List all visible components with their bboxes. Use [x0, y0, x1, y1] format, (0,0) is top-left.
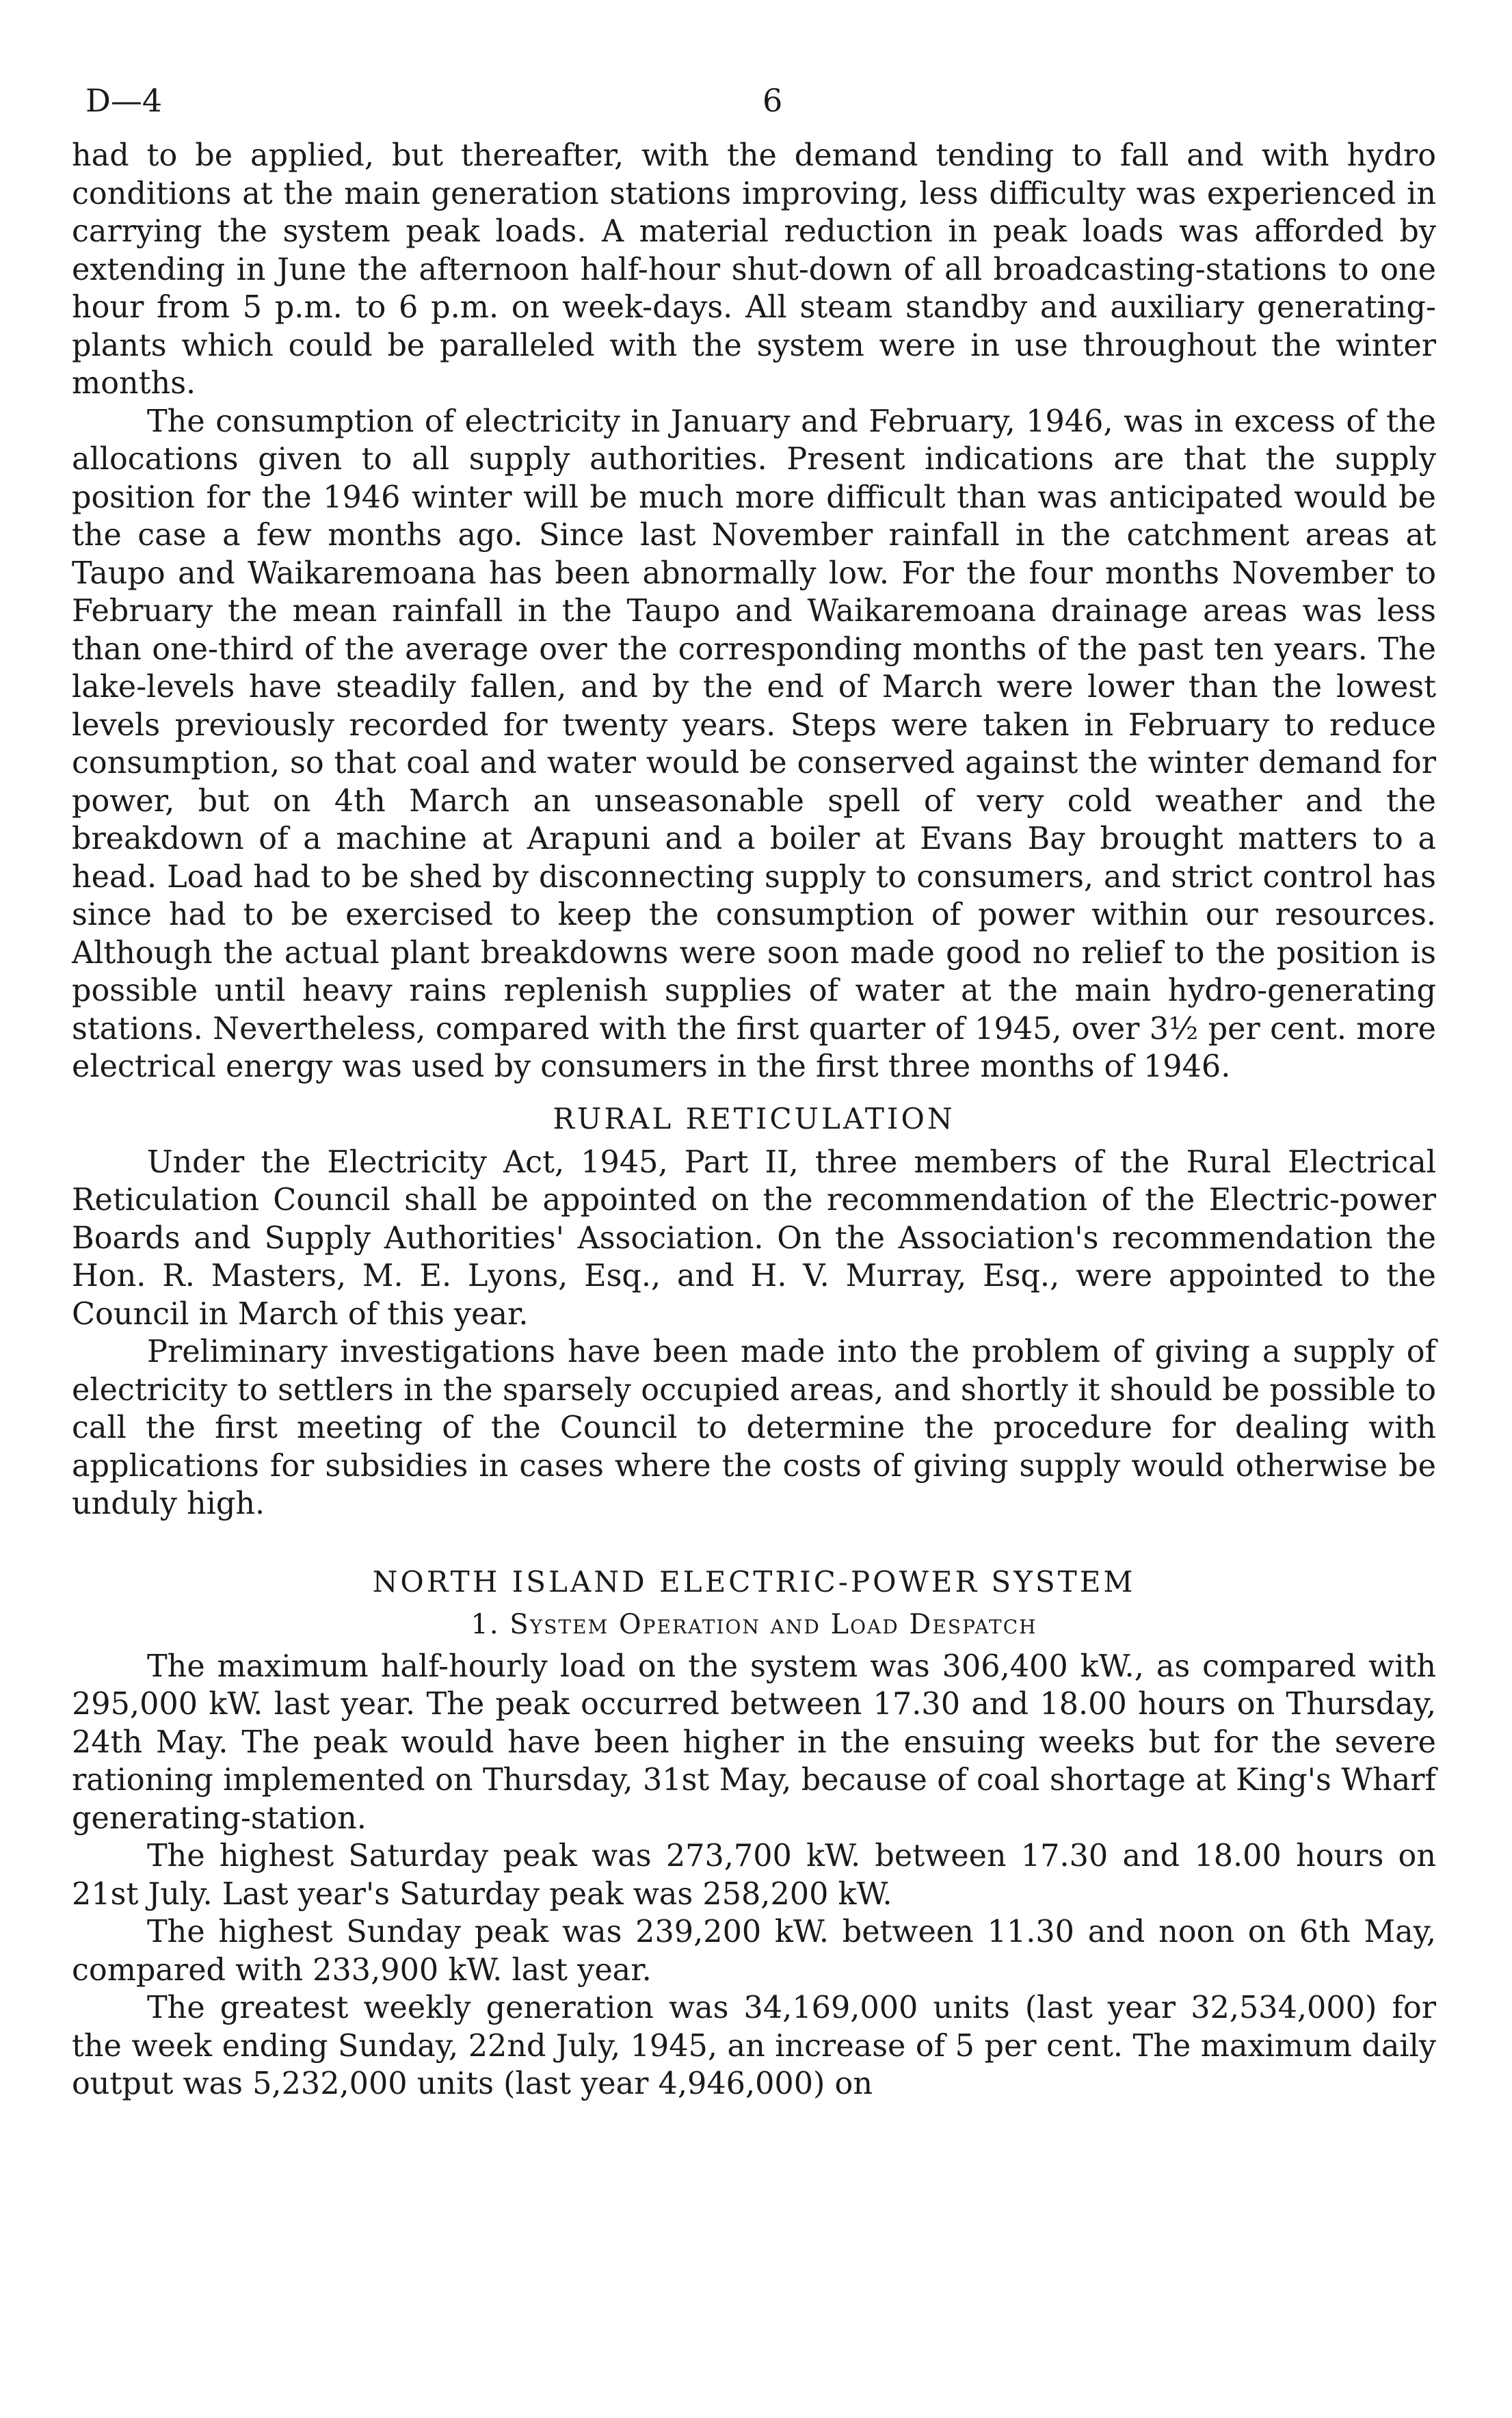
page-header: [72, 82, 1436, 137]
body-text: [72, 137, 1436, 2103]
page-number: 6: [762, 82, 783, 119]
paragraph: The highest Saturday peak was 273,700 kW. between 17.30 and 18.00 hours on 21st July. Last year's Saturday peak was 258,200 kW.: [72, 1839, 1436, 1912]
section-heading-north-island-system: NORTH ISLAND ELECTRIC-POWER SYSTEM: [372, 1564, 1136, 1599]
paragraph: The greatest weekly generation was 34,169,000 units (last year 32,534,000) for the week ending Sunday, 22nd July, 1945, an increase of 5 per cent. The maximum daily output was 5,232,000 units (last year 4,946,000) on: [72, 1990, 1436, 2101]
document-reference: D—4: [85, 82, 163, 119]
paragraph: The consumption of electricity in January and February, 1946, was in excess of the allocations given to all supply authorities. Present indications are that the supply position for the 1946 winter will be much more difficult than was anticipated would be the case a few months ago. Since last November rainfall in the catchment areas at Taupo and Waikaremoana has been abnormally low. For the four months November to February the mean rainfall in the Taupo and Waikaremoana drainage areas was less than one-third of the average over the corresponding months of the past ten years. The lake-levels have steadily fallen, and by the end of March were lower than the lowest levels previously recorded for twenty years. Steps were taken in February to reduce consumption, so that coal and water would be conserved against the winter demand for power, but on 4th March an unseasonable spell of very cold weather and the breakdown of a machine at Arapuni and a boiler at Evans Bay brought matters to a head. Load had to be shed by disconnecting supply to consumers, and strict control has since had to be exercised to keep the consumption of power within our resources. Although the actual plant breakdowns were soon made good no relief to the position is possible until heavy rains replenish supplies of water at the main hydro-generating stations. Nevertheless, compared with the first quarter of 1945, over 3½ per cent. more electrical energy was used by consumers in the first three months of 1946.: [72, 404, 1436, 1084]
document-page: [72, 82, 1436, 2103]
paragraph: had to be applied, but thereafter, with the demand tending to fall and with hydro conditions at the main generation stations improving, less difficulty was experienced in carrying the system peak loads. A material reduction in peak loads was afforded by extending in June the afternoon half-hour shut-down of all broadcasting-stations to one hour from 5 p.m. to 6 p.m. on week-days. All steam standby and auxiliary generating-plants which could be paralleled with the system were in use throughout the winter months.: [72, 138, 1436, 401]
paragraph: The highest Sunday peak was 239,200 kW. between 11.30 and noon on 6th May, compared with 233,900 kW. last year.: [72, 1915, 1436, 1988]
section-heading-rural-reticulation: RURAL RETICULATION: [553, 1101, 955, 1135]
paragraph: Under the Electricity Act, 1945, Part II, three members of the Rural Electrical Reticulation Council shall be appointed on the recommendation of the Electric-power Boards and Supply Authorities' Association. On the Association's recommendation the Hon. R. Masters, M. E. Lyons, Esq., and H. V. Murray, Esq., were appointed to the Council in March of this year.: [72, 1144, 1436, 1332]
paragraph: Preliminary investigations have been made into the problem of giving a supply of electricity to settlers in the sparsely occupied areas, and shortly it should be possible to call the first meeting of the Council to determine the procedure for dealing with applications for subsidies in cases where the costs of giving supply would otherwise be unduly high.: [72, 1335, 1436, 1521]
paragraph: The maximum half-hourly load on the system was 306,400 kW., as compared with 295,000 kW. last year. The peak occurred between 17.30 and 18.00 hours on Thursday, 24th May. The peak would have been higher in the ensuing weeks but for the severe rationing implemented on Thursday, 31st May, because of coal shortage at King's Wharf generating-station.: [72, 1648, 1436, 1836]
subsection-heading: 1. System Operation and Load Despatch: [470, 1608, 1037, 1640]
